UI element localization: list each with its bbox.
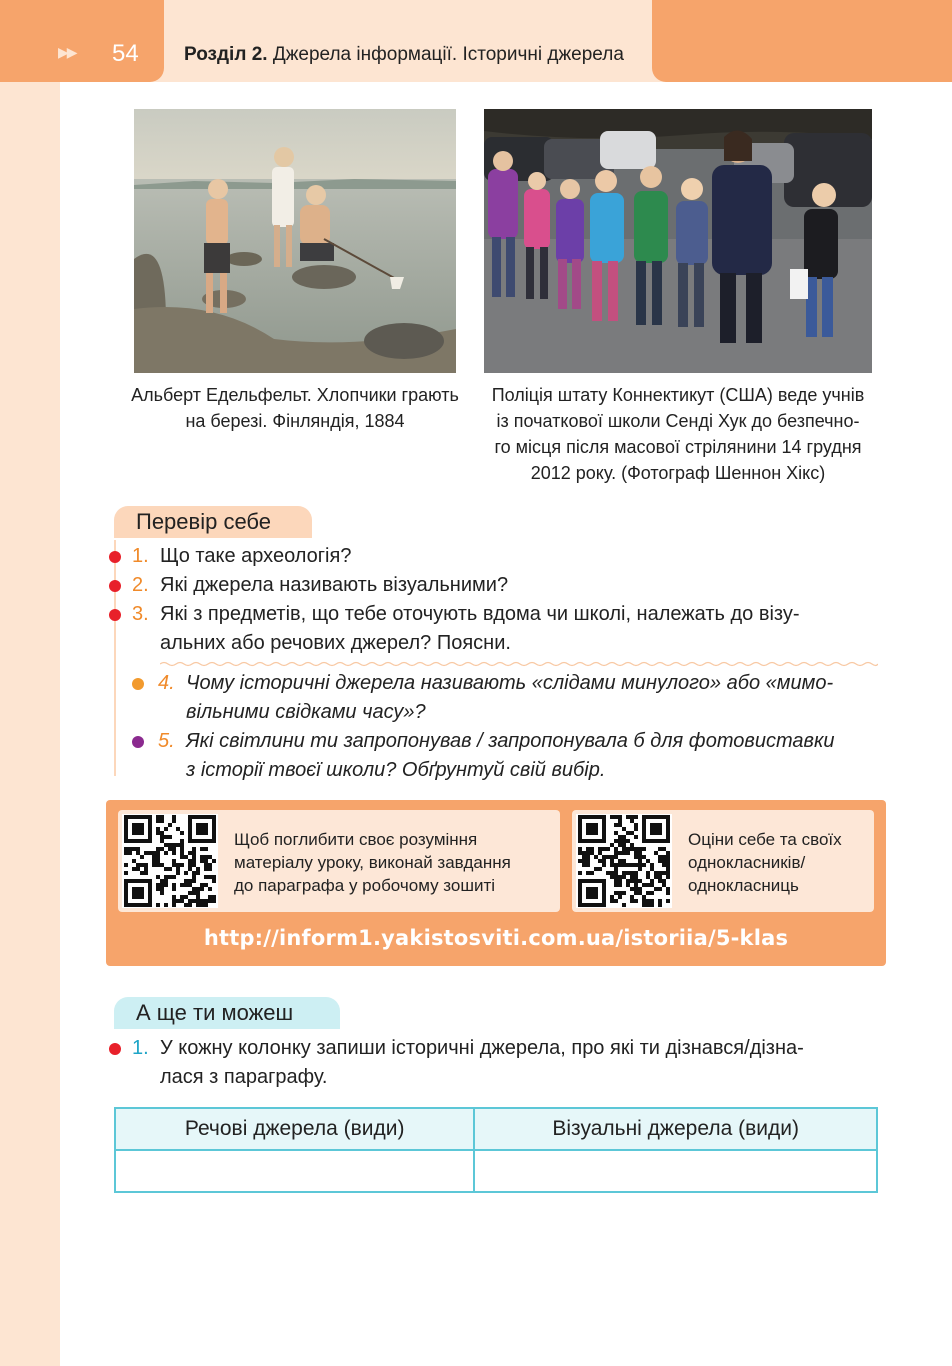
workbook-card[interactable] [118, 810, 560, 912]
table-cell-input[interactable] [474, 1150, 877, 1192]
question-text-line: Які з предметів, що тебе оточують вдома чи школі, належать до візу- [160, 603, 800, 625]
wavy-divider [160, 661, 878, 667]
double-arrow-icon: ▶▶ [58, 44, 76, 60]
card-text-line: матеріалу уроку, виконай завдання [234, 853, 511, 872]
caption-line: із початкової школи Сенді Хук до безпечно- [496, 411, 860, 431]
caption-line: Альберт Едельфельт. Хлопчики грають [131, 385, 459, 405]
you-can-also-heading: А ще ти можеш [114, 997, 340, 1029]
card-text-line: до параграфа у робочому зошиті [234, 876, 496, 895]
header-right-tab [652, 0, 952, 82]
section-title [184, 44, 624, 66]
level-dot-icon [109, 551, 121, 563]
section-name: Джерела інформації. Історичні джерела [267, 44, 624, 65]
question-text: Що таке археологія? [160, 545, 352, 567]
question-number: 2. [132, 574, 149, 596]
task-text-line: У кожну колонку запиши історичні джерела, про які ти дізнався/дізна- [160, 1037, 804, 1059]
level-dot-icon [132, 678, 144, 690]
question-text-line: альних або речових джерел? Поясни. [160, 632, 511, 654]
photo-caption [484, 382, 872, 486]
card-text-line: Оціни себе та своїх [688, 830, 842, 849]
question-text: Які джерела називають візуальними? [160, 574, 509, 596]
question-5 [158, 727, 880, 785]
section-divider-line [114, 540, 116, 776]
self-assessment-text [688, 828, 874, 897]
question-text-line: з історії твоєї школи? Обґрунтуй свій вибір. [186, 759, 606, 781]
workbook-text [234, 828, 564, 897]
self-assessment-card[interactable] [572, 810, 874, 912]
page-number-tab [0, 0, 164, 82]
column-header-material: Речові джерела (види) [115, 1108, 474, 1150]
section-label: Розділ 2. [184, 44, 268, 65]
caption-line: го місця після масової стрілянини 14 грудня [494, 437, 862, 457]
question-2 [132, 571, 880, 600]
card-text-line: однокласників/ [688, 853, 806, 872]
task-text-line: лася з параграфу. [160, 1066, 328, 1088]
page-number: 54 [112, 40, 139, 67]
resource-url-link[interactable]: http://inform1.yakistosviti.com.ua/istoriia/5-klas [203, 926, 789, 950]
sources-table [114, 1107, 878, 1193]
table-row [115, 1150, 877, 1192]
question-text-line: Які світлини ти запропонував / запропонувала б для фотовиставки [186, 730, 835, 752]
painting-caption [126, 382, 464, 434]
table-cell-input[interactable] [115, 1150, 474, 1192]
question-1 [132, 542, 880, 571]
qr-code-icon[interactable] [122, 814, 218, 908]
task-1 [132, 1034, 880, 1092]
table-header-row [115, 1108, 877, 1150]
task-number: 1. [132, 1037, 149, 1059]
police-leading-students-photo [484, 109, 872, 373]
level-dot-icon [109, 609, 121, 621]
check-yourself-heading: Перевір себе [114, 506, 312, 538]
question-text-line: вільними свідками часу»? [186, 701, 426, 723]
question-number: 1. [132, 545, 149, 567]
caption-line: 2012 року. (Фотограф Шеннон Хікс) [530, 463, 826, 483]
level-dot-icon [109, 580, 121, 592]
online-resources-box [106, 800, 886, 966]
level-dot-icon [109, 1043, 121, 1055]
painting-boys-on-shore-image [134, 109, 456, 373]
question-4 [158, 669, 880, 727]
caption-line: на березі. Фінляндія, 1884 [185, 411, 405, 431]
question-number: 4. [158, 672, 175, 694]
question-number: 3. [132, 603, 149, 625]
page-margin-strip [0, 0, 60, 1366]
question-text-line: Чому історичні джерела називають «слідами минулого» або «мимо- [186, 672, 834, 694]
level-dot-icon [132, 736, 144, 748]
card-text-line: однокласниць [688, 876, 799, 895]
card-text-line: Щоб поглибити своє розуміння [234, 830, 478, 849]
question-3 [132, 600, 880, 658]
qr-code-icon[interactable] [576, 814, 672, 908]
column-header-visual: Візуальні джерела (види) [474, 1108, 877, 1150]
question-number: 5. [158, 730, 175, 752]
caption-line: Поліція штату Коннектикут (США) веде учнів [491, 385, 865, 405]
